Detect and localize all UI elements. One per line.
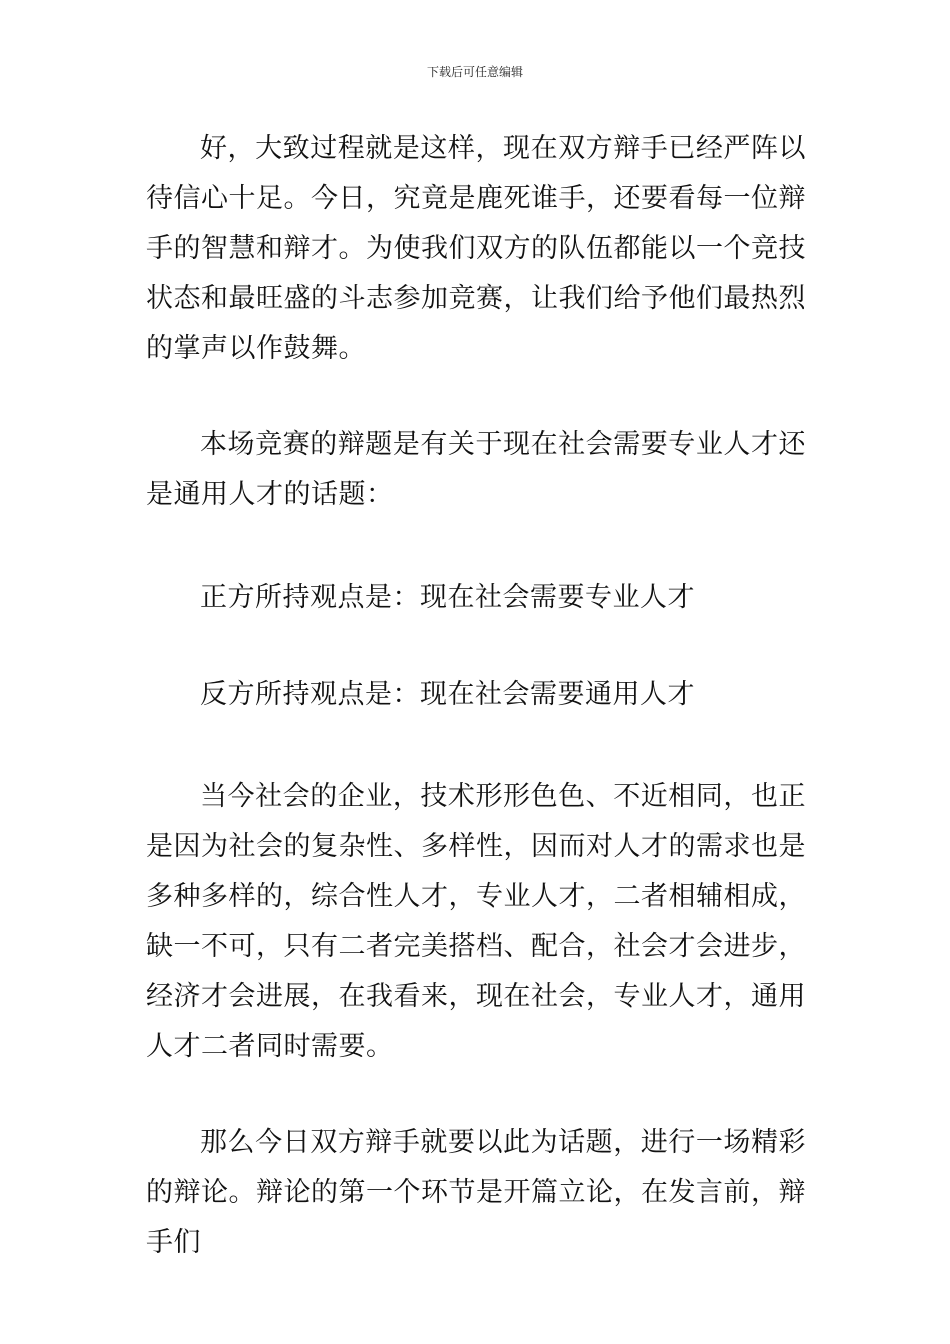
paragraph-topic: 本场竞赛的辩题是有关于现在社会需要专业人才还是通用人才的话题： [146,429,806,510]
paragraph-negative: 反方所持观点是：现在社会需要通用人才 [200,679,695,710]
paragraph-affirmative: 正方所持观点是：现在社会需要专业人才 [200,582,695,613]
paragraph-debate-start: 那么今日双方辩手就要以此为话题，进行一场精彩的辩论。辩论的第一个环节是开篇立论，在发言前，辩手们 [146,1127,806,1258]
page-header: 下载后可任意编辑 [426,65,523,79]
paragraph-discussion: 当今社会的企业，技术形形色色、不近相同，也正是因为社会的复杂性、多样性，因而对人才的需求也是多种多样的，综合性人才，专业人才，二者相辅相成，缺一不可，只有二者完美搭档、配合，社会才会进步，经济才会进展，在我看来，现在社会，专业人才，通用人才二者同时需要。 [146,781,806,1062]
paragraph-intro: 好，大致过程就是这样，现在双方辩手已经严阵以待信心十足。今日，究竟是鹿死谁手，还要看每一位辩手的智慧和辩才。为使我们双方的队伍都能以一个竞技状态和最旺盛的斗志参加竞赛，让我们给予他们最热烈的掌声以作鼓舞。 [146,133,806,364]
